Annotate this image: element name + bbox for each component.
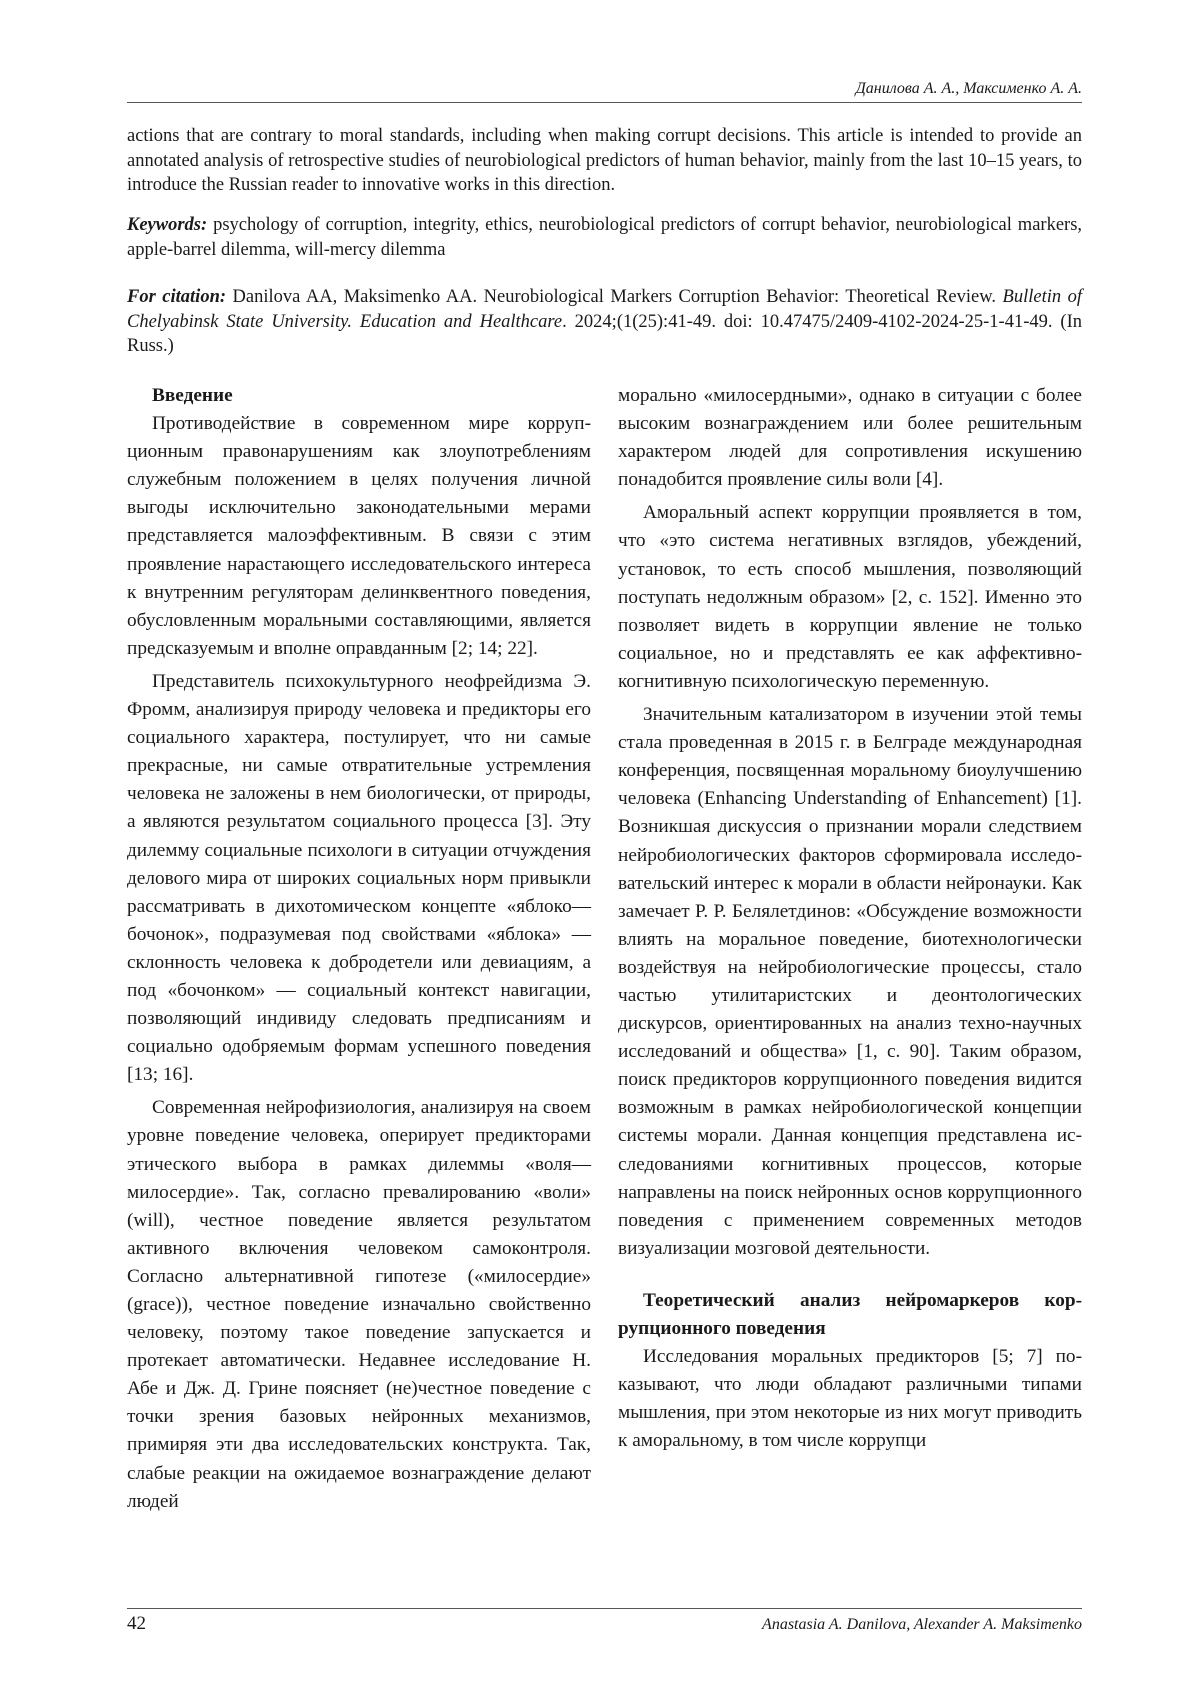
section-title-theoretical-analysis: Теоретический анализ нейромаркеров коррупционного поведения [618,1289,1082,1339]
keywords-label: Keywords: [127,215,208,235]
running-header-authors: Данилова А. А., Максименко А. А. [855,80,1082,97]
left-column [127,382,591,1521]
section-title-introduction: Введение [152,385,233,406]
paragraph: Представитель психокультурного неофрейдизма Э. Фромм, анализируя природу человека и предикторы его социального характера, постулирует, что ни самые прекрасные, ни самые отвратительные устремления человека не заложены в нем биологически, от природы, а являются результатом социального процесса [3]. Эту дилемму социальные психологи в ситуации отчуждения делового мира от широких социальных норм привыкли рассматривать в дихотомическом концепте «яблоко—бочонок», подразумевая под свойствами «яблока» — склонность человека к добродетели или девиациям, а под «бочонком» — социальный контекст навигации, позволяющий индивиду следовать предписаниям и социально одобряемым формам успешного поведения [13; 16]. [127,670,591,1086]
paragraph: морально «милосердными», однако в ситуации с более высоким вознаграждением или более решительным характером людей для сопротивления искушению понадобится проявление силы воли [4]. [618,385,1082,491]
citation-journal: Bulletin of Chelyabinsk State University. Education and Healthcare [127,287,1083,332]
footer-rule [127,1608,1082,1609]
abstract-tail: actions that are contrary to moral standards, including when making corrupt decisions. This article is intended to provide an annotated analysis of retrospective studies of neurobiological predictors of human behavior, mainly from the last 10–15 years, to introduce the Russian reader to innovative works in this direction. [127,126,1082,195]
right-column [618,382,1082,1460]
paragraph: Исследования моральных предикторов [5; 7] показывают, что люди обладают различными типами мышления, при этом некоторые из них могут приводить к аморальному, в том числе коррупци [618,1346,1082,1452]
header-rule [127,102,1082,103]
citation-label: For citation: [127,287,227,307]
citation-authors-title: Danilova AA, Maksimenko AA. Neurobiological Markers Corruption Behavior: Theoretical Review. [232,287,997,307]
paragraph: Значительным катализатором в изучении этой темы стала проведенная в 2015 г. в Белграде международная конференция, посвященная моральному биоулучшению человека (Enhancing Understanding of Enhancement) [1]. Возникшая дискуссия о признании морали следствием нейробиологических факторов сформировала исследовательский интерес к морали в области нейронауки. Как замечает Р. Р. Белялетдинов: «Обсуждение возможности влиять на моральное поведение, биотехнологически воздействуя на нейробиологические процессы, стало частью утилитаристских и деонтологических дискурсов, ориентированных на анализ техно-научных исследований и общества» [1, с. 90]. Таким образом, поиск предикторов коррупционного поведения видится возможным в рамках нейробиологической концепции системы морали. Данная концепция представлена исследованиями когнитивных процессов, которые направлены на поиск нейронных основ коррупционного поведения с применением современных методов визуализации мозговой деятельности. [618,704,1082,1259]
running-footer-authors: Anastasia A. Danilova, Alexander A. Maksimenko [762,1616,1082,1633]
paragraph: Современная нейрофизиология, анализируя на своем уровне поведение человека, оперирует предикторами этического выбора в рамках дилеммы «воля—милосердие». Так, согласно превалированию «воли» (will), честное поведение является результатом активного включения человеком самоконтроля. Согласно альтернативной гипотезе («милосердие» (grace)), честное поведение изначально свойственно человеку, поэтому такое поведение запускается и протекает автоматически. Недавнее исследование Н. Абе и Дж. Д. Грине поясняет (не)честное поведение с точки зрения базовых нейронных механизмов, примиряя эти два исследовательских конструкта. Так, слабые реакции на ожидаемое вознаграждение делают людей [127,1097,591,1512]
keywords [127,213,1082,262]
paragraph: Аморальный аспект коррупции проявляется в том, что «это система негативных взглядов, убеждений, установок, то есть способ мышления, позволяющий поступать недолжным образом» [2, с. 152]. Именно это позволяет видеть в коррупции явление не только социальное, но и представлять ее как аффективно-когнитивную психологическую переменную. [618,502,1082,692]
keywords-text: psychology of corruption, integrity, ethics, neurobiological predictors of corrupt behavior, neurobiological markers, apple-barrel dilemma, will-mercy dilemma [127,215,1083,260]
citation [127,285,1082,359]
paragraph: Противодействие в современном мире коррупционным правонарушениям как злоупотреблениям служебным положением в целях получения личной выгоды исключительно законодательными мерами представляется малоэффективным. В связи с этим проявление нарастающего исследовательского интереса к внутренним регуляторам делинквентного поведения, обусловленным моральными составляющими, является предсказуемым и вполне оправданным [2; 14; 22]. [127,413,591,659]
page-number: 42 [127,1613,146,1634]
citation-details: . 2024;(1(25):41-49. doi: 10.47475/2409-4102-2024-25-1-41-49. (In Russ.) [127,311,1082,356]
